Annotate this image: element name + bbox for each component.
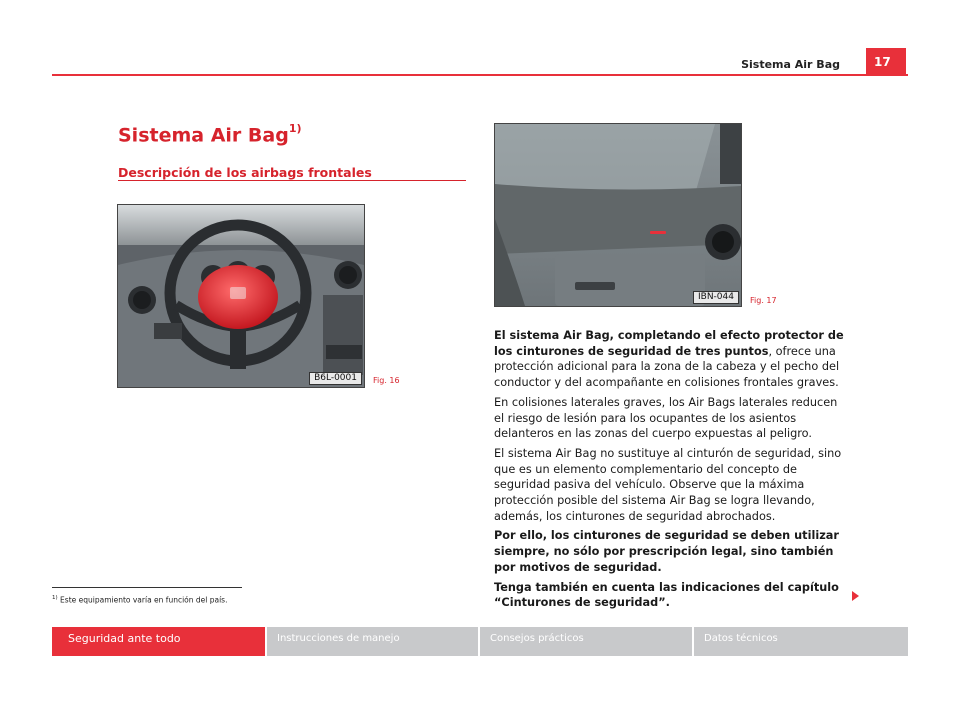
footnote-ref: 1) bbox=[288, 122, 302, 135]
header-rule bbox=[52, 74, 908, 76]
page-title-text: Sistema Air Bag bbox=[118, 124, 289, 147]
footnote-mark: 1) bbox=[52, 595, 58, 601]
figure-label: Fig. 16 bbox=[373, 376, 400, 385]
tab-consejos-practicos[interactable]: Consejos prácticos bbox=[480, 627, 692, 656]
footnote-text: Este equipamiento varía en función del país. bbox=[60, 595, 228, 605]
paragraph-emphasis: Por ello, los cinturones de seguridad se deben utilizar siempre, no sólo por prescripción legal, sino también por motivos de seguridad. bbox=[494, 529, 839, 574]
figure-label: Fig. 17 bbox=[750, 296, 777, 305]
page-title bbox=[118, 124, 302, 146]
tab-instrucciones-de-manejo[interactable]: Instrucciones de manejo bbox=[267, 627, 478, 656]
figure-code: IBN-044 bbox=[693, 291, 739, 304]
figure-steering-wheel bbox=[117, 204, 365, 388]
figure-passenger-dashboard bbox=[494, 123, 742, 307]
paragraph-rest: , ofrece una protección adicional para la zona de la cabeza y el pecho del conductor y del acompañante en colisiones frontales graves. bbox=[494, 344, 840, 390]
paragraph: En colisiones laterales graves, los Air Bags laterales reducen el riesgo de lesión para los ocupantes de los asientos delanteros en las zonas del cuerpo expuestas al peligro. bbox=[494, 395, 838, 441]
tab-datos-tecnicos[interactable]: Datos técnicos bbox=[694, 627, 908, 656]
body-text bbox=[494, 328, 846, 615]
subtitle-rule bbox=[118, 180, 466, 181]
steering-wheel-illustration bbox=[118, 205, 364, 387]
running-header-title: Sistema Air Bag bbox=[741, 58, 840, 71]
dashboard-illustration bbox=[495, 124, 741, 306]
figure-code: B6L-0001 bbox=[309, 372, 362, 385]
paragraph-bold-lead: El sistema Air Bag, completando el efecto protector de los cinturones de seguridad de tres puntos bbox=[494, 329, 844, 358]
paragraph: El sistema Air Bag no sustituye al cinturón de seguridad, sino que es un elemento complementario del concepto de seguridad pasiva del vehículo. Observe que la máxima protección posible del sistema Air Bag se logra llevando, además, los cinturones de seguridad abrochados. bbox=[494, 446, 842, 523]
section-subtitle: Descripción de los airbags frontales bbox=[118, 165, 372, 180]
paragraph bbox=[494, 328, 846, 391]
footnote bbox=[52, 595, 227, 605]
page-number-badge: 17 bbox=[866, 48, 906, 76]
continue-arrow-icon bbox=[852, 591, 859, 601]
paragraph-emphasis: Tenga también en cuenta las indicaciones del capítulo “Cinturones de seguridad”. bbox=[494, 580, 839, 610]
tab-seguridad-ante-todo[interactable]: Seguridad ante todo bbox=[52, 627, 265, 656]
footnote-rule bbox=[52, 587, 242, 588]
